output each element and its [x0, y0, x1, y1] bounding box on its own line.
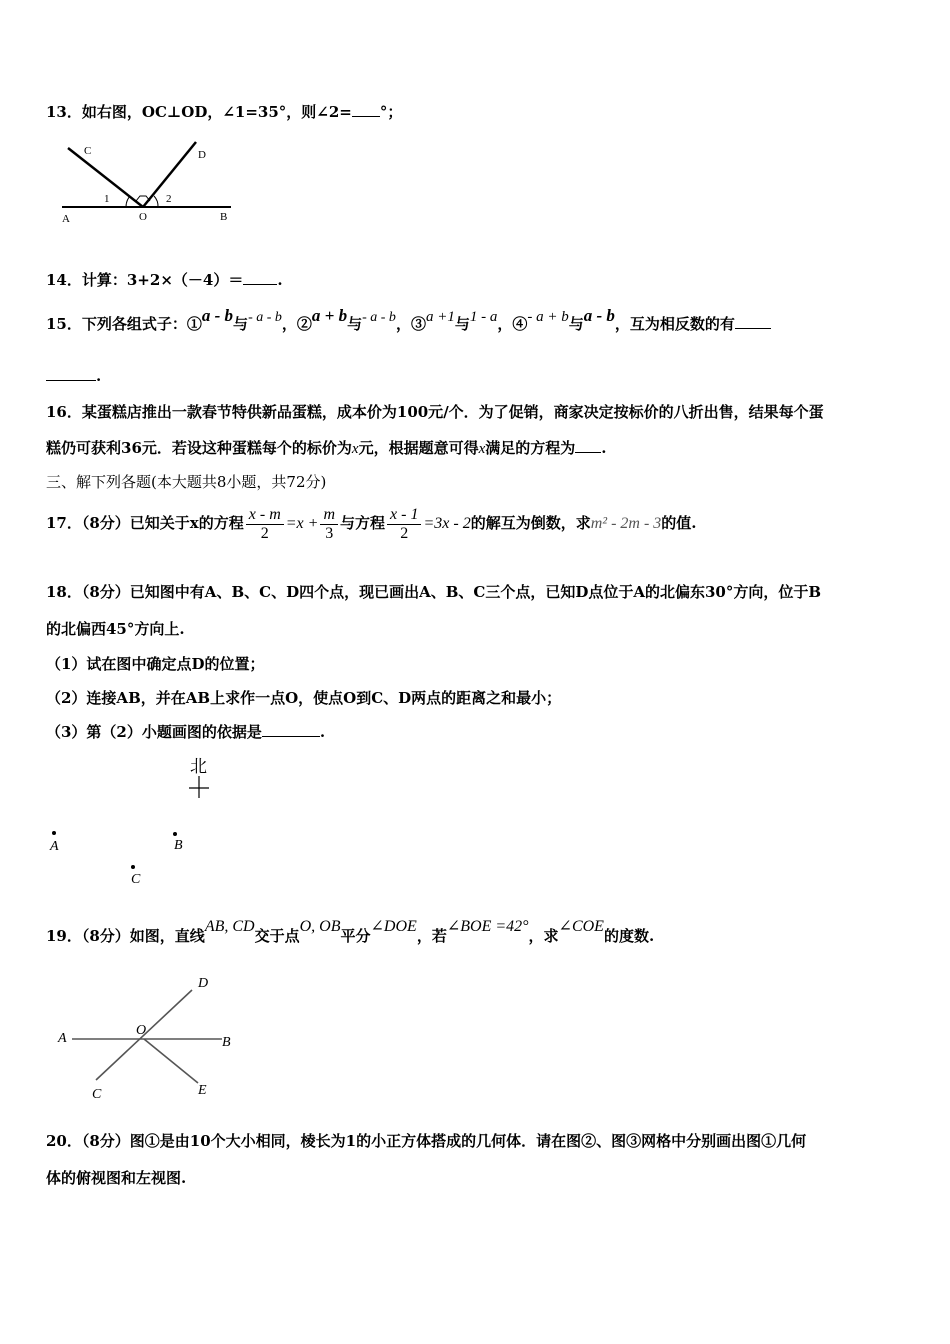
q17-text: 17．（8分）已知关于x的方程 $\frac{x - m}{2}$ =x + $\frac{m}{3}$ 与方程 $\frac{x - 1}{2}$ =3x - 2的解互为倒数，求m² - 2m - 3的值. — [46, 505, 697, 542]
q18-label-a: A — [50, 839, 59, 854]
q13-label-c: C — [84, 145, 92, 157]
q20-line2: 体的俯视图和左视图. — [46, 1169, 187, 1187]
q15-expr-1b: - a - b — [248, 310, 282, 325]
q15-expr-4a: - a + b — [527, 309, 569, 325]
q18-point-a — [52, 831, 56, 835]
q15-expr-3a: a +1 — [425, 309, 455, 325]
q19-label-b: B — [222, 1035, 231, 1050]
q18-line2: 的北偏西45°方向上. — [46, 620, 185, 638]
q16-line2: 糕仍可获利36元．若设这种蛋糕每个的标价为x元，根据题意可得x满足的方程为 . — [46, 439, 607, 457]
q17-expression: m² - 2m - 3 — [590, 515, 662, 532]
q18-figure — [40, 752, 240, 892]
q13-label-d: D — [198, 149, 206, 161]
q18-point-b — [173, 832, 177, 836]
q18-north-label: 北 — [190, 757, 207, 776]
q18-label-c: C — [131, 872, 141, 887]
q19-text: 19．（8分）如图，直线AB, CD交于点O, OB平分∠DOE，若∠BOE =42°，求∠COE的度数. — [46, 918, 655, 945]
q19-label-d: D — [198, 976, 209, 991]
q13-answer-blank — [352, 102, 380, 117]
q13-label-1: 1 — [104, 193, 110, 205]
q15-expr-3b: 1 - a — [469, 309, 498, 325]
q14-text: 14．计算：3+2×（－4）＝ . — [46, 271, 283, 289]
q13-text: 13．如右图，OC⊥OD，∠1=35°，则∠2= °； — [46, 103, 403, 121]
q13-label-b: B — [220, 211, 228, 223]
q18-part3: （3）第（2）小题画图的依据是 . — [46, 723, 326, 741]
q17-frac-1: $\frac{x - m}{2}$ — [246, 506, 284, 543]
q19-label-o: O — [136, 1023, 147, 1038]
q20-line1: 20．（8分）图①是由10个大小相同，棱长为1的小正方体搭成的几何体．请在图②、图③网格中分别画出图①几何 — [46, 1132, 807, 1150]
q13-label-a: A — [62, 213, 70, 225]
section-3-heading: 三、解下列各题(本大题共8小题，共72分) — [46, 473, 327, 491]
q15-expr-2a: a + b — [311, 306, 348, 325]
q15-expr-2b: - a - b — [362, 310, 396, 325]
q18-line1: 18．（8分）已知图中有A、B、C、D四个点，现已画出A、B、C三个点，已知D点位于A的北偏东30°方向，位于B — [46, 583, 822, 601]
q13-label-2: 2 — [166, 193, 172, 205]
q16-line1: 16．某蛋糕店推出一款春节特供新品蛋糕，成本价为100元/个．为了促销，商家决定按标价的八折出售，结果每个蛋 — [46, 403, 824, 421]
q15-answer-blank — [735, 314, 771, 329]
q16-answer-blank — [575, 438, 601, 453]
q15-expr-1a: a - b — [201, 306, 234, 325]
q18-label-b: B — [174, 838, 183, 853]
q19-label-a: A — [58, 1031, 67, 1046]
q14-answer-blank — [243, 270, 277, 285]
q19-label-e: E — [198, 1083, 207, 1098]
q15-text: 15．下列各组式子：①a - b与- a - b，②a + b与- a - b，③a +1与1 - a，④- a + b与a - b，互为相反数的有 — [46, 314, 771, 336]
q13-label-o: O — [139, 211, 147, 223]
q15-text-cont: . — [46, 366, 101, 386]
q18-point-c — [131, 865, 135, 869]
q15-answer-blank-cont — [46, 366, 96, 381]
q13-angle2-arc — [154, 196, 158, 207]
q13-figure — [56, 140, 246, 230]
q19-figure — [50, 972, 250, 1104]
q18-part1: （1）试在图中确定点D的位置； — [46, 655, 265, 673]
q19-label-c: C — [92, 1087, 102, 1102]
q19-ray-oe — [144, 1039, 198, 1083]
q15-expr-4b: a - b — [583, 306, 615, 325]
q17-frac-2: $\frac{m}{3}$ — [320, 506, 338, 543]
q18-answer-blank — [262, 722, 320, 737]
q17-frac-3: $\frac{x - 1}{2}$ — [387, 506, 421, 543]
q18-part2: （2）连接AB，并在AB上求作一点O，使点O到C、D两点的距离之和最小； — [46, 689, 562, 707]
